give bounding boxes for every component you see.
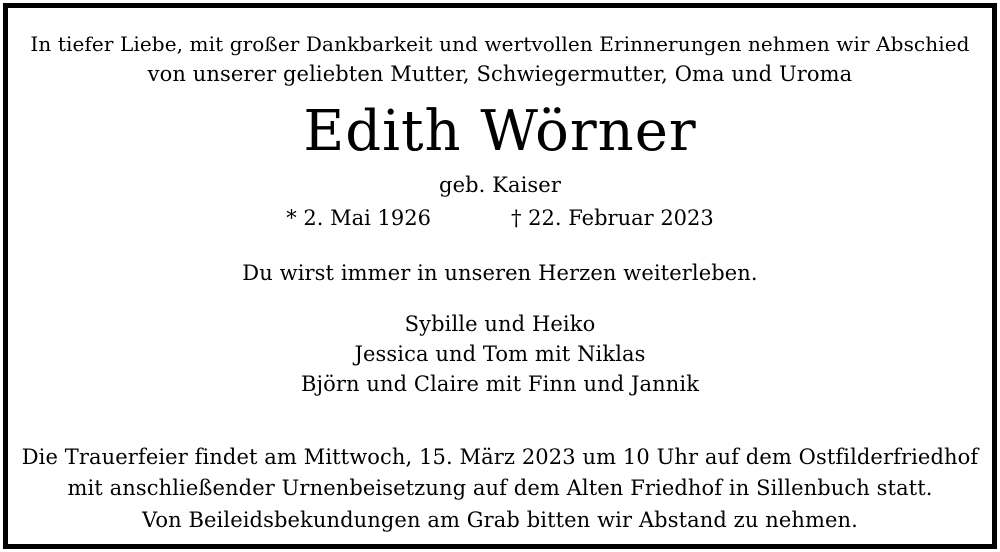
birth-date: * 2. Mai 1926 (286, 206, 431, 230)
mourner-line-2: Jessica und Tom mit Niklas (354, 342, 646, 366)
deceased-name: Edith Wörner (303, 99, 697, 164)
obituary-frame (3, 3, 997, 549)
mourner-line-1: Sybille und Heiko (404, 312, 596, 336)
death-date: † 22. Februar 2023 (510, 206, 714, 230)
ceremony-line-1: Die Trauerfeier findet am Mittwoch, 15. März 2023 um 10 Uhr auf dem Ostfilderfriedhof (21, 445, 979, 469)
intro-line-2: von unserer geliebten Mutter, Schwiegermutter, Oma und Uroma (147, 62, 853, 86)
life-dates (8, 208, 992, 229)
maiden-name: geb. Kaiser (439, 173, 561, 197)
motto: Du wirst immer in unseren Herzen weiterleben. (242, 261, 758, 285)
ceremony-line-3: Von Beileidsbekundungen am Grab bitten wir Abstand zu nehmen. (142, 508, 858, 532)
ceremony-line-2: mit anschließender Urnenbeisetzung auf dem Alten Friedhof in Sillenbuch statt. (67, 476, 933, 500)
mourner-line-3: Björn und Claire mit Finn und Jannik (300, 372, 700, 396)
intro-line-1: In tiefer Liebe, mit großer Dankbarkeit und wertvollen Erinnerungen nehmen wir Abschied (30, 32, 970, 56)
